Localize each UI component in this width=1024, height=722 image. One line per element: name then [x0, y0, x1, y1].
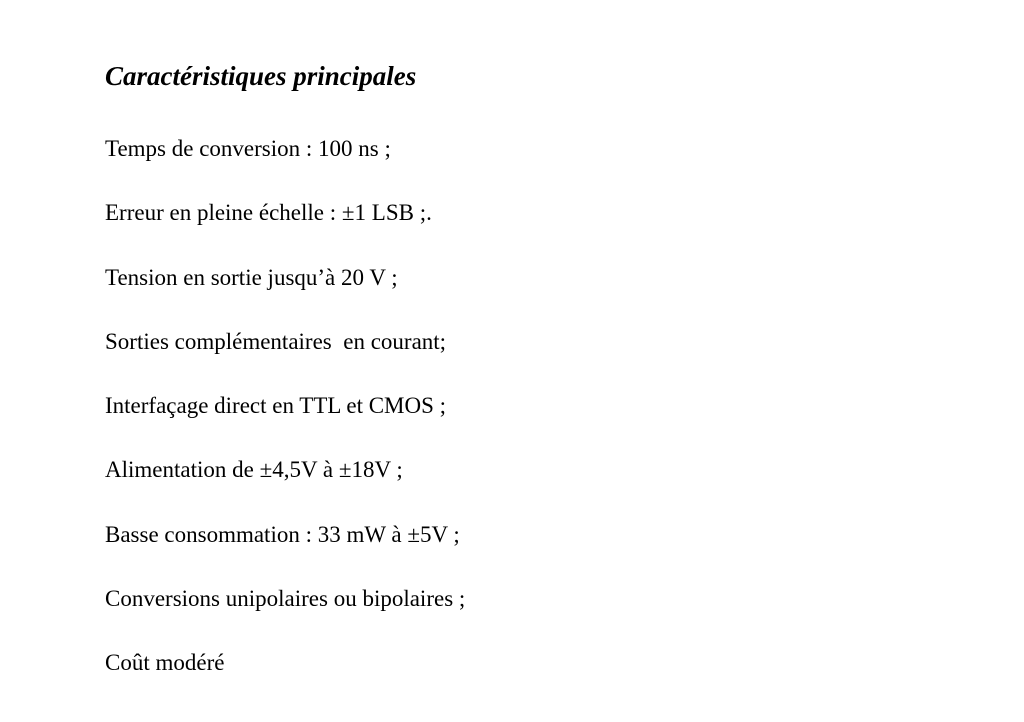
- list-item-low-consumption: Basse consommation : 33 mW à ±5V ;: [105, 521, 460, 547]
- list-item-full-scale-error: Erreur en pleine échelle : ±1 LSB ;.: [105, 200, 432, 226]
- list-item-cost: Coût modéré: [105, 650, 225, 676]
- page-title: Caractéristiques principales: [105, 61, 417, 91]
- characteristics-list: [105, 135, 465, 714]
- list-item-interfacing: Interfaçage direct en TTL et CMOS ;: [105, 393, 447, 419]
- list-item-output-voltage: Tension en sortie jusqu’à 20 V ;: [105, 264, 398, 290]
- list-item-power-supply: Alimentation de ±4,5V à ±18V ;: [105, 457, 403, 483]
- list-item-conversions: Conversions unipolaires ou bipolaires ;: [105, 586, 466, 612]
- list-item-complementary-outputs: Sorties complémentaires en courant;: [105, 328, 447, 354]
- list-item-conversion-time: Temps de conversion : 100 ns ;: [105, 136, 391, 161]
